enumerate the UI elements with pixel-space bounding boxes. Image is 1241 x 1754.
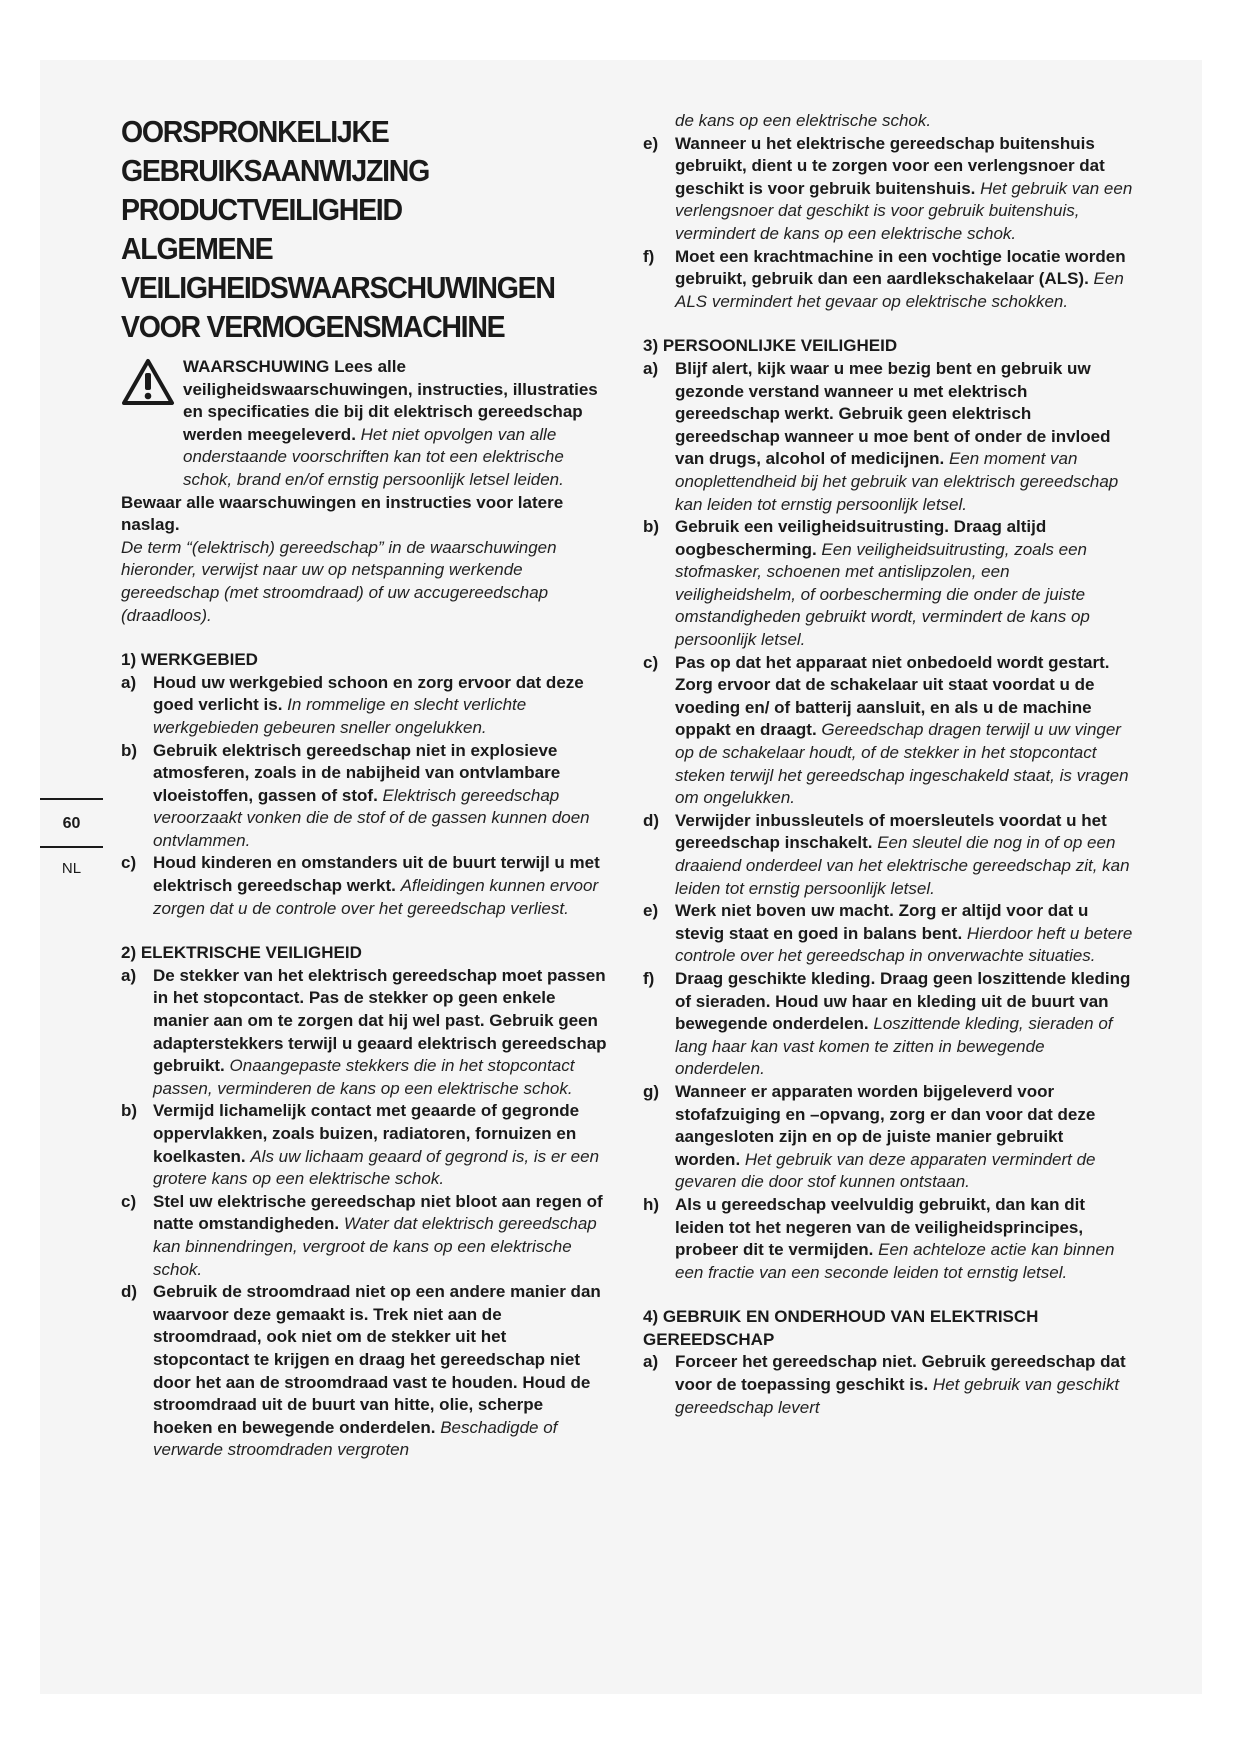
language-code: NL [61, 860, 82, 877]
item-label: b) [121, 1101, 138, 1121]
item-italic-text: In rommelige en slecht verlichte werkgebieden gebeuren sneller ongelukken. [153, 695, 527, 737]
item-label: b) [643, 517, 660, 537]
list-item-continuation [643, 110, 1133, 133]
item-bold-text: Wanneer er apparaten worden bijgeleverd voor stofafzuiging en –opvang, zorg er dan voor dat deze aangesloten zijn en op de juiste manier gebruikt worden. [675, 1081, 1096, 1169]
document-title [121, 112, 618, 346]
item-italic-text: Gereedschap dragen terwijl u uw vinger op de schakelaar houdt, of de stekker in het stopcontact steken terwijl het gereedschap ingeschakeld staat, is vragen om ongelukken. [675, 720, 1129, 808]
warning-italic-text: Het niet opvolgen van alle onderstaande voorschriften kan tot een elektrische schok, brand en/of ernstig persoonlijk letsel leiden. [183, 424, 564, 489]
section-heading-werkgebied: 1) WERKGEBIED [121, 650, 258, 670]
keep-italic-text: De term “(elektrisch) gereedschap” in de waarschuwingen hieronder, verwijst naar uw op netspanning werkende gereedschap (met stroomdraad) of uw accugereedschap (draadloos). [121, 537, 557, 625]
item-bold-text: Moet een krachtmachine in een vochtige locatie worden gebruikt, gebruik dan een aardlekschakelaar (ALS). [675, 246, 1126, 289]
list-item [643, 900, 1133, 968]
list-item [121, 740, 607, 853]
title-line: ALGEMENE [121, 231, 273, 266]
item-bold-text: Als u gereedschap veelvuldig gebruikt, dan kan dit leiden tot het negeren van de veiligheidsprincipes, probeer dit te vermijden. [675, 1194, 1085, 1260]
item-bold-text: Blijf alert, kijk waar u mee bezig bent en gebruik uw gezonde verstand wanneer u met elektrisch gereedschap werkt. Gebruik geen elektrisch gereedschap wanneer u moe bent of onder de invloed van drugs, alcohol of medicijnen. [675, 358, 1111, 469]
item-label: c) [121, 1191, 137, 1211]
item-italic-text: Afleidingen kunnen ervoor zorgen dat u de controle over het gereedschap verliest. [153, 876, 599, 918]
title-line: GEBRUIKSAANWIJZING [121, 153, 429, 188]
item-label: e) [643, 901, 659, 921]
item-bold-text: Werk niet boven uw macht. Zorg er altijd voor dat u stevig staat en goed in balans bent. [675, 901, 1089, 943]
warning-triangle-icon [121, 358, 175, 406]
left-column [121, 112, 607, 1462]
list-item [643, 516, 1133, 652]
list-item [121, 852, 607, 920]
item-italic-text: Het gebruik van een verlengsnoer dat geschikt is voor gebruik buitenshuis, vermindert de kans op een elektrische schok. [675, 178, 1133, 243]
item-italic-text: Onaangepaste stekkers die in het stopcontact passen, verminderen de kans op een elektrische schok. [153, 1056, 575, 1098]
item-bold-text: Wanneer u het elektrische gereedschap buitenshuis gebruikt, dient u te zorgen voor een verlengsnoer dat geschikt is voor gebruik buitenshuis. [675, 133, 1105, 198]
item-label: d) [643, 810, 660, 830]
item-bold-text: Gebruik elektrisch gereedschap niet in explosieve atmosferen, zoals in de nabijheid van ontvlambare vloeistoffen, gassen of stof. [153, 740, 561, 805]
warning-bold-text: WAARSCHUWING Lees alle veiligheidswaarschuwingen, instructies, illustraties en specificaties die bij dit elektrisch gereedschap werden meegeleverd. [183, 357, 598, 444]
list-item [643, 1081, 1133, 1194]
item-bold-text: Draag geschikte kleding. Draag geen loszittende kleding of sieraden. Houd uw haar en kleding uit de buurt van bewegende onderdelen. [675, 968, 1131, 1034]
section-heading-elektrische-veiligheid: 2) ELEKTRISCHE VEILIGHEID [121, 943, 362, 963]
item-label: f) [643, 246, 655, 266]
item-label: a) [643, 358, 659, 378]
title-line: PRODUCTVEILIGHEID [121, 192, 402, 227]
item-italic-text: Loszittende kleding, sieraden of lang haar kan vast komen te zitten in bewegende onderdelen. [675, 1014, 1113, 1079]
item-bold-text: Pas op dat het apparaat niet onbedoeld wordt gestart. Zorg ervoor dat de schakelaar uit staat voordat u de voeding en/ of batterij aansluit, en als u de machine oppakt en draagt. [675, 652, 1110, 740]
item-italic-text: Hierdoor heft u betere controle over het gereedschap in onverwachte situaties. [675, 923, 1133, 966]
list-item [121, 965, 607, 1101]
item-italic-text: Een ALS vermindert het gevaar op elektrische schokken. [675, 269, 1124, 311]
item-bold-text: De stekker van het elektrisch gereedschap moet passen in het stopcontact. Pas de stekker op geen enkele manier aan om te zorgen dat hij wel past. Gebruik geen adapterstekkers terwijl u geaard elektrisch gereedschap gebruikt. [153, 965, 607, 1076]
item-bold-text: Verwijder inbussleutels of moersleutels voordat u het gereedschap inschakelt. [675, 810, 1107, 853]
item-bold-text: Gebruik een veiligheidsuitrusting. Draag altijd oogbescherming. [675, 517, 1047, 559]
list-item [643, 133, 1133, 246]
item-bold-text: Houd uw werkgebied schoon en zorg ervoor dat deze goed verlicht is. [153, 672, 584, 715]
item-italic-text: Water dat elektrisch gereedschap kan binnendringen, vergroot de kans op een elektrische schok. [153, 1214, 597, 1279]
item-italic-text: de kans op een elektrische schok. [675, 111, 932, 130]
list-item [643, 246, 1133, 314]
list-item [121, 1281, 607, 1462]
item-italic-text: Elektrisch gereedschap veroorzaakt vonken die de stof of de gassen kunnen doen ontvlammen. [153, 785, 590, 850]
list-item [643, 358, 1133, 516]
list-item [643, 652, 1133, 810]
item-bold-text: Houd kinderen en omstanders uit de buurt terwijl u met elektrisch gereedschap werkt. [153, 853, 600, 896]
item-italic-text: Een moment van onoplettendheid bij het gebruik van elektrisch gereedschap kan leiden tot ernstig persoonlijk letsel. [675, 449, 1119, 514]
item-italic-text: Een sleutel die nog in of op een draaiend onderdeel van het elektrische gereedschap zit, kan leiden tot ernstig persoonlijk letsel. [675, 833, 1130, 898]
item-italic-text: Het gebruik van geschikt gereedschap levert [675, 1375, 1120, 1417]
item-label: h) [643, 1194, 660, 1214]
item-italic-text: Een achteloze actie kan binnen een fractie van een seconde leiden tot ernstig letsel. [675, 1240, 1115, 1282]
list-item [643, 968, 1133, 1081]
item-bold-text: Gebruik de stroomdraad niet op een andere manier dan waarvoor deze gemaakt is. Trek niet aan de stroomdraad, ook niet om de stekker uit het stopcontact te krijgen en draag het gereedschap niet door het aan de stroomdraad vast te houden. Houd de stroomdraad uit de buurt van hitte, olie, scherpe hoeken en bewegende onderdelen. [153, 1282, 601, 1437]
title-line: OORSPRONKELIJKE [121, 114, 389, 149]
item-label: a) [121, 672, 137, 692]
keep-instructions [121, 492, 607, 628]
page-number: 60 [62, 815, 81, 832]
right-column [643, 110, 1133, 1419]
item-bold-text: Stel uw elektrische gereedschap niet bloot aan regen of natte omstandigheden. [153, 1191, 603, 1234]
list-item [121, 1191, 607, 1281]
list-item [643, 810, 1133, 900]
title-line: VEILIGHEIDSWAARSCHUWINGEN [121, 270, 555, 305]
section-heading-gebruik-onderhoud: 4) GEBRUIK EN ONDERHOUD VAN ELEKTRISCH GEREEDSCHAP [643, 1307, 1039, 1349]
item-label: a) [121, 965, 137, 985]
title-line: VOOR VERMOGENSMACHINE [121, 309, 505, 344]
item-italic-text: Als uw lichaam geaard of gegrond is, is er een grotere kans op een elektrische schok. [153, 1146, 600, 1189]
item-italic-text: Het gebruik van deze apparaten vermindert de gevaren die door stof kunnen ontstaan. [675, 1149, 1096, 1192]
item-label: f) [643, 968, 655, 988]
item-label: c) [121, 853, 137, 873]
list-item [643, 1194, 1133, 1284]
item-bold-text: Forceer het gereedschap niet. Gebruik gereedschap dat voor de toepassing geschikt is. [675, 1352, 1126, 1395]
item-label: a) [643, 1352, 659, 1372]
item-label: d) [121, 1282, 138, 1302]
list-item [643, 1351, 1133, 1419]
item-italic-text: Een veiligheidsuitrusting, zoals een stofmasker, schoenen met antislipzolen, een veiligheidshelm, of oorbescherming die onder de juiste omstandigheden gebruikt wordt, vermindert de kans op persoonlijk letsel. [675, 539, 1090, 650]
keep-bold-text: Bewaar alle waarschuwingen en instructies voor latere naslag. [121, 492, 564, 535]
list-item [121, 672, 607, 740]
item-italic-text: Beschadigde of verwarde stroomdraden vergroten [153, 1417, 558, 1460]
item-bold-text: Vermijd lichamelijk contact met geaarde of gegronde oppervlakken, zoals buizen, radiatoren, fornuizen en koelkasten. [153, 1101, 580, 1166]
page-margin-tab [40, 798, 103, 878]
item-label: b) [121, 740, 138, 760]
warning-block [121, 356, 607, 492]
item-label: g) [643, 1081, 660, 1101]
item-label: c) [643, 652, 659, 672]
section-heading-persoonlijke-veiligheid: 3) PERSOONLIJKE VEILIGHEID [643, 336, 898, 356]
list-item [121, 1100, 607, 1190]
item-label: e) [643, 133, 659, 153]
